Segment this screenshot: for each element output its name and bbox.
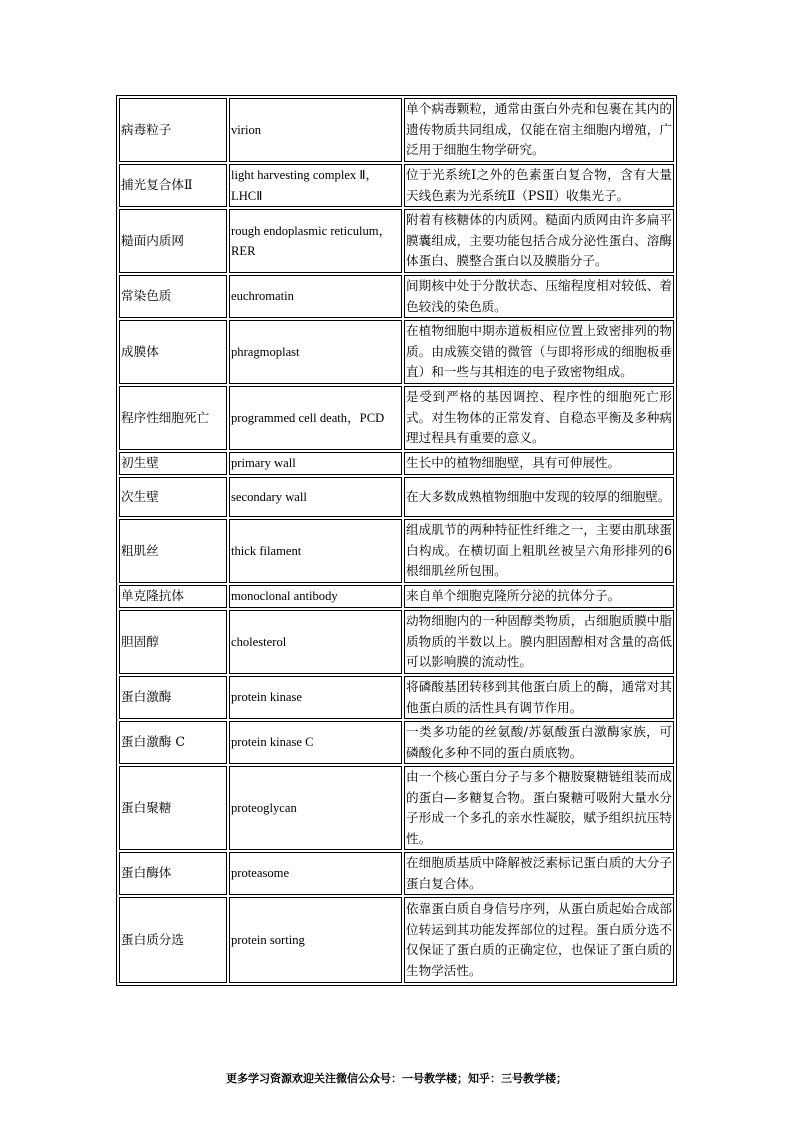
table-row — [119, 98, 674, 162]
term-cell: 蛋白酶体 — [119, 852, 227, 895]
page-footer: 更多学习资源欢迎关注微信公众号：一号教学楼；知乎：三号教学楼； — [226, 1072, 567, 1085]
table-row — [119, 610, 674, 674]
definition-cell: 由一个核心蛋白分子与多个糖胺聚糖链组装而成的蛋白—多糖复合物。蛋白聚糖可吸附大量水分子形成一个多孔的亲水性凝胶，赋予组织抗压特性。 — [404, 766, 674, 850]
english-cell: thick filament — [229, 519, 402, 583]
term-cell: 初生壁 — [119, 452, 227, 475]
definition-cell: 生长中的植物细胞壁，具有可伸展性。 — [404, 452, 674, 475]
table-row — [119, 452, 674, 475]
table-row — [119, 275, 674, 318]
definition-cell: 将磷酸基团转移到其他蛋白质上的酶，通常对其他蛋白质的活性具有调节作用。 — [404, 676, 674, 719]
term-cell: 捕光复合体Ⅱ — [119, 164, 227, 207]
definition-cell: 组成肌节的两种特征性纤维之一，主要由肌球蛋白构成。在横切面上粗肌丝被呈六角形排列的6根细肌丝所包围。 — [404, 519, 674, 583]
definition-cell: 单个病毒颗粒，通常由蛋白外壳和包裹在其内的遗传物质共同组成，仅能在宿主细胞内增殖，广泛用于细胞生物学研究。 — [404, 98, 674, 162]
english-cell: proteasome — [229, 852, 402, 895]
definition-cell: 是受到严格的基因调控、程序性的细胞死亡形式。对生物体的正常发育、自稳态平衡及多种病理过程具有重要的意义。 — [404, 386, 674, 450]
definition-cell: 位于光系统Ⅰ之外的色素蛋白复合物，含有大量天线色素为光系统Ⅱ（PSⅡ）收集光子。 — [404, 164, 674, 207]
glossary-table-container — [116, 95, 677, 986]
table-row — [119, 897, 674, 983]
definition-cell: 一类多功能的丝氨酸/苏氨酸蛋白激酶家族，可磷酸化多种不同的蛋白质底物。 — [404, 721, 674, 764]
term-cell: 程序性细胞死亡 — [119, 386, 227, 450]
term-cell: 胆固醇 — [119, 610, 227, 674]
table-row — [119, 519, 674, 583]
definition-cell: 附着有核糖体的内质网。糙面内质网由许多扁平膜囊组成，主要功能包括合成分泌性蛋白、溶酶体蛋白、膜整合蛋白以及膜脂分子。 — [404, 209, 674, 273]
english-cell: cholesterol — [229, 610, 402, 674]
term-cell: 蛋白激酶 C — [119, 721, 227, 764]
english-cell: rough endoplasmic reticulum，RER — [229, 209, 402, 273]
table-row — [119, 721, 674, 764]
definition-cell: 动物细胞内的一种固醇类物质，占细胞质膜中脂质物质的半数以上。膜内胆固醇相对含量的高低可以影响膜的流动性。 — [404, 610, 674, 674]
english-cell: proteoglycan — [229, 766, 402, 850]
term-cell: 蛋白质分选 — [119, 897, 227, 983]
table-row — [119, 585, 674, 608]
term-cell: 病毒粒子 — [119, 98, 227, 162]
definition-cell: 在大多数成熟植物细胞中发现的较厚的细胞壁。 — [404, 477, 674, 517]
english-cell: protein kinase C — [229, 721, 402, 764]
table-row — [119, 766, 674, 850]
english-cell: protein kinase — [229, 676, 402, 719]
term-cell: 常染色质 — [119, 275, 227, 318]
term-cell: 成膜体 — [119, 320, 227, 384]
english-cell: monoclonal antibody — [229, 585, 402, 608]
english-cell: secondary wall — [229, 477, 402, 517]
english-cell: primary wall — [229, 452, 402, 475]
definition-cell: 在细胞质基质中降解被泛素标记蛋白质的大分子蛋白复合体。 — [404, 852, 674, 895]
term-cell: 次生壁 — [119, 477, 227, 517]
english-cell: protein sorting — [229, 897, 402, 983]
english-cell: light harvesting complex Ⅱ，LHCⅡ — [229, 164, 402, 207]
table-row — [119, 852, 674, 895]
english-cell: euchromatin — [229, 275, 402, 318]
term-cell: 糙面内质网 — [119, 209, 227, 273]
definition-cell: 在植物细胞中期赤道板相应位置上致密排列的物质。由成簇交错的微管（与即将形成的细胞板垂直）和一些与其相连的电子致密物组成。 — [404, 320, 674, 384]
term-cell: 蛋白聚糖 — [119, 766, 227, 850]
term-cell: 粗肌丝 — [119, 519, 227, 583]
table-row — [119, 320, 674, 384]
definition-cell: 依靠蛋白质自身信号序列，从蛋白质起始合成部位转运到其功能发挥部位的过程。蛋白质分选不仅保证了蛋白质的正确定位，也保证了蛋白质的生物学活性。 — [404, 897, 674, 983]
definition-cell: 来自单个细胞克隆所分泌的抗体分子。 — [404, 585, 674, 608]
table-row — [119, 477, 674, 517]
table-row — [119, 209, 674, 273]
glossary-table — [116, 95, 677, 986]
table-row — [119, 676, 674, 719]
english-cell: programmed cell death，PCD — [229, 386, 402, 450]
english-cell: phragmoplast — [229, 320, 402, 384]
table-row — [119, 386, 674, 450]
definition-cell: 间期核中处于分散状态、压缩程度相对较低、着色较浅的染色质。 — [404, 275, 674, 318]
table-row — [119, 164, 674, 207]
english-cell: virion — [229, 98, 402, 162]
term-cell: 单克隆抗体 — [119, 585, 227, 608]
term-cell: 蛋白激酶 — [119, 676, 227, 719]
glossary-table-body — [119, 98, 674, 983]
